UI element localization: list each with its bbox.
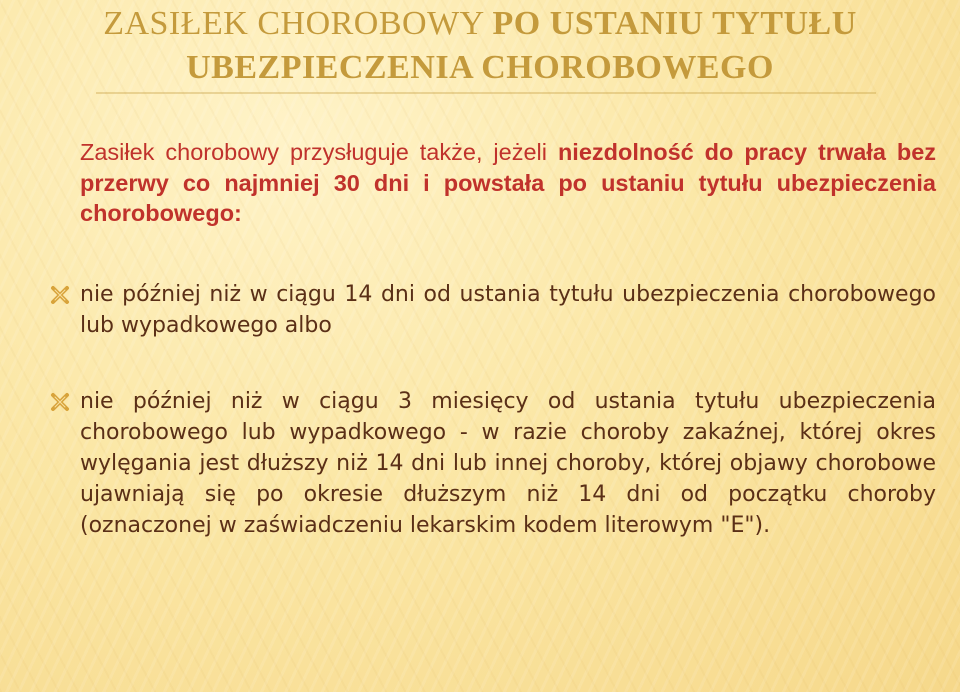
title-line-1 (0, 2, 960, 46)
intro-strong-text: niezdolność do pracy trwała bez przerwy co najmniej 30 dni i powstała po ustaniu tytułu ubezpieczenia chorobowego: (80, 139, 937, 226)
title-bold-part: PO USTANIU TYTUŁU (492, 5, 857, 42)
title-light-part: ZASIŁEK CHOROBOWY (103, 5, 484, 42)
list-item: nie później niż w ciągu 14 dni od ustania tytułu ubezpieczenia chorobowego lub wypadkowego albo (80, 282, 936, 338)
intro-paragraph (80, 137, 936, 229)
x-bullet-icon (48, 283, 72, 307)
x-bullet-icon (48, 390, 72, 414)
list-item: nie później niż w ciągu 3 miesięcy od ustania tytułu ubezpieczenia chorobowego lub wypadkowego - w razie choroby zakaźnej, której okres wylęgania jest dłuższy niż 14 dni lub innej choroby, której objawy chorobowe ujawniają się po okresie dłuższym niż 14 dni od początku choroby (oznaczonej w zaświadczeniu lekarskim kodem literowym "E"). (80, 389, 936, 538)
intro-plain-text: Zasiłek chorobowy przysługuje także, jeżeli (80, 139, 547, 165)
title-divider (96, 92, 876, 94)
slide-title (0, 2, 960, 90)
title-line-2: UBEZPIECZENIA CHOROBOWEGO (186, 49, 774, 86)
